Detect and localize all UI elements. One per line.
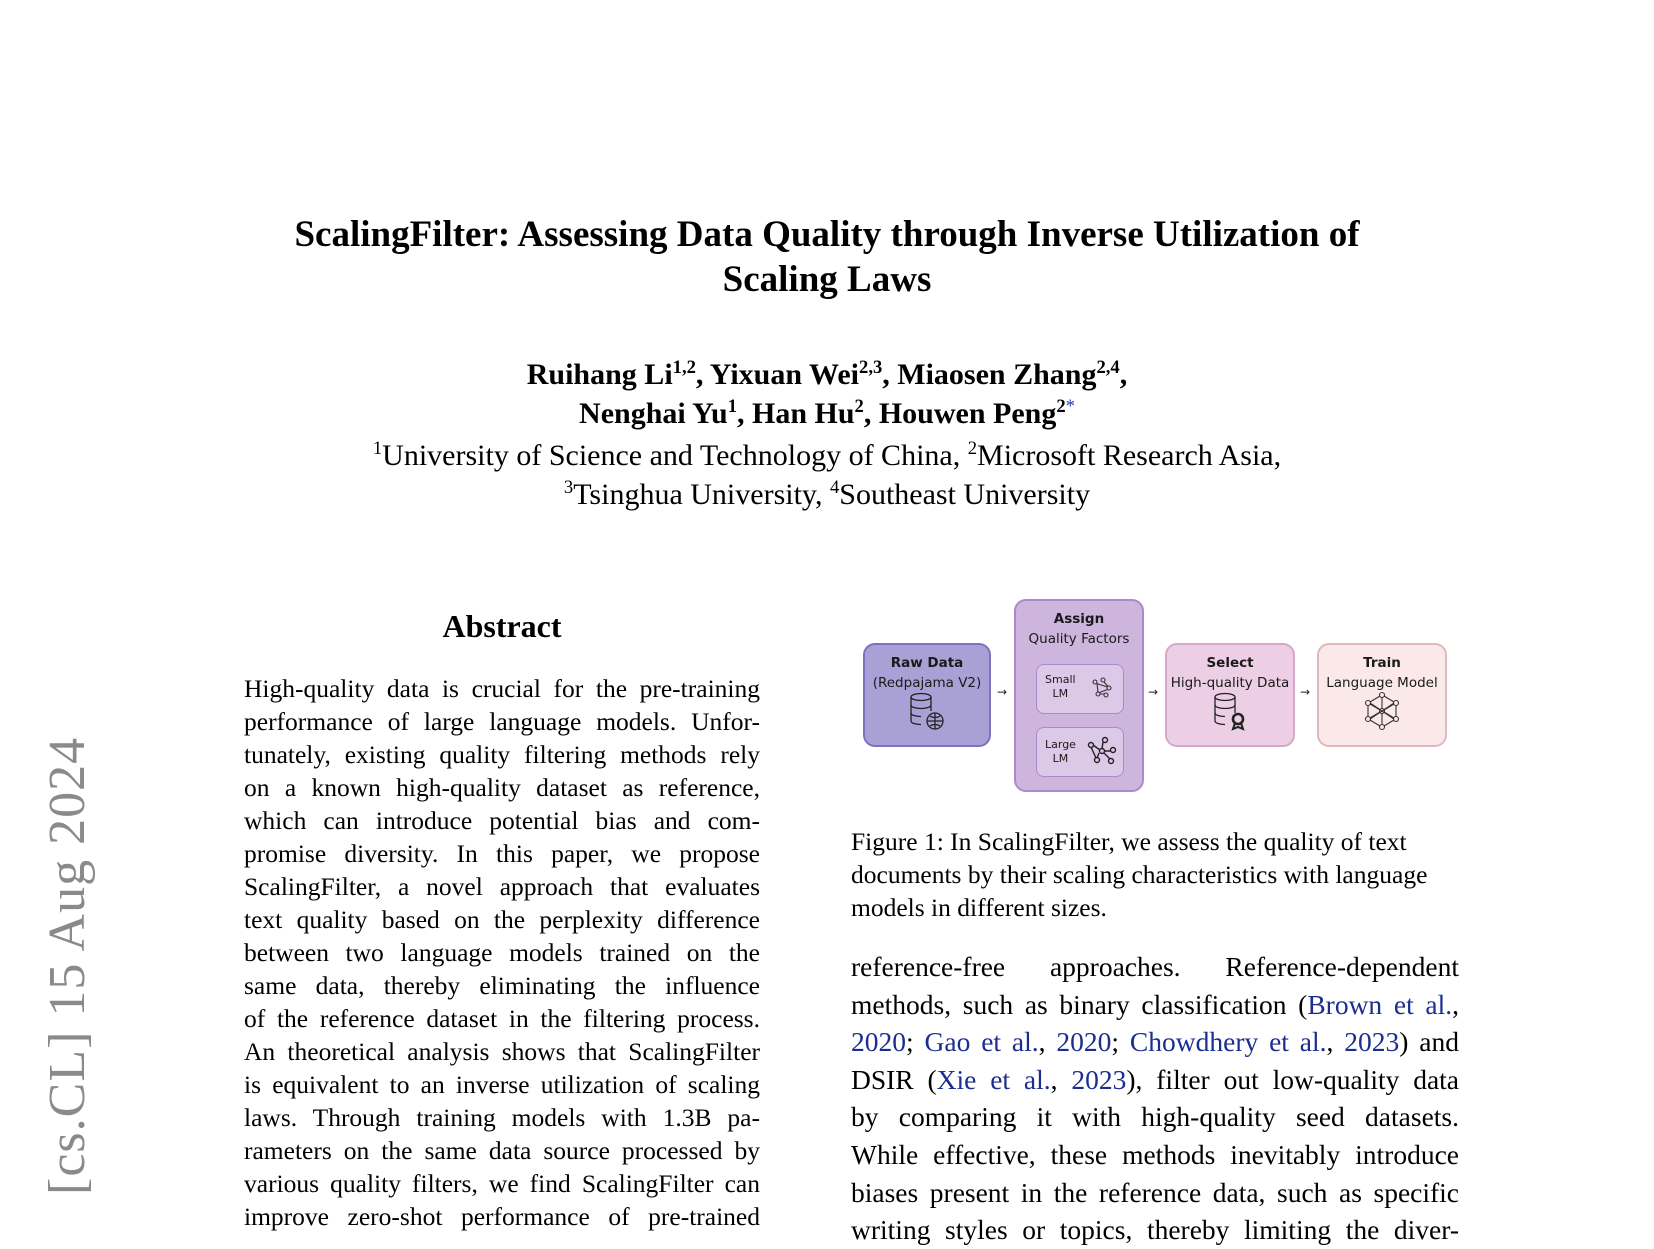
body-line	[851, 1061, 1459, 1099]
author: Yixuan Wei	[709, 358, 860, 391]
neural-network-icon	[1319, 691, 1445, 731]
abstract-body	[244, 672, 760, 1233]
abstract-line: various quality filters, we find ScalingFilter can	[244, 1169, 760, 1198]
abstract-line: An theoretical analysis shows that ScalingFilter	[244, 1037, 760, 1066]
paper-title	[180, 212, 1474, 302]
title-line-2: Scaling Laws	[722, 259, 932, 300]
lm-label: LM	[1052, 687, 1069, 700]
small-lm-box	[1036, 664, 1124, 714]
abstract-line: of the reference dataset in the filtering process.	[244, 1004, 760, 1033]
arxiv-stamp: [cs.CL] 15 Aug 2024	[39, 736, 96, 1195]
abstract-line: same data, thereby eliminating the influence	[244, 971, 760, 1000]
lm-label: Small	[1045, 673, 1076, 686]
raw-data-box	[863, 643, 991, 747]
body-line	[851, 986, 1459, 1024]
figure-1-diagram	[855, 597, 1455, 797]
lm-label: LM	[1052, 752, 1069, 765]
small-network-icon	[1091, 677, 1113, 699]
body-line: reference-free approaches. Reference-dependent	[851, 951, 1459, 982]
affil-sup: 1	[372, 438, 383, 459]
text: ,	[1326, 1026, 1345, 1058]
abstract-line: on a known high-quality dataset as reference,	[244, 773, 760, 802]
abstract-line: text quality based on the perplexity difference	[244, 905, 760, 934]
author-sup: 1	[727, 396, 737, 417]
box-subtitle: Language Model	[1326, 675, 1438, 691]
affil-sup: 2	[967, 438, 978, 459]
box-title: Assign	[1053, 611, 1105, 627]
affiliation: University of Science and Technology of China	[382, 439, 953, 472]
citation-link[interactable]: 2020	[1056, 1026, 1112, 1058]
author: Miaosen Zhang	[897, 358, 1097, 391]
author: Ruihang Li	[526, 358, 673, 391]
select-data-box	[1165, 643, 1295, 747]
box-subtitle: Quality Factors	[1028, 631, 1130, 647]
affiliation: Southeast University	[839, 478, 1091, 511]
affil-sup: 3	[563, 477, 574, 498]
abstract-line: improve zero-shot performance of pre-trained	[244, 1202, 760, 1231]
citation-link[interactable]: Brown et al.	[1307, 988, 1453, 1020]
abstract-line: promise diversity. In this paper, we propose	[244, 839, 760, 868]
affiliations: $^1$University of Science and Technology of China, $^2$Microsoft Research Asia, $^3$Tsinghua University, $^4$Southeast University	[372, 438, 1282, 511]
text: ,	[1452, 988, 1459, 1020]
text: ), filter out low-quality data	[1126, 1063, 1460, 1095]
train-lm-box	[1317, 643, 1447, 747]
text: DSIR (	[851, 1063, 937, 1095]
caption-line: models in different sizes.	[851, 893, 1107, 922]
author-sup: 2,4	[1096, 357, 1120, 378]
abstract-line: ScalingFilter, a novel approach that evaluates	[244, 872, 760, 901]
figure-caption	[851, 825, 1459, 924]
abstract-line: tunately, existing quality filtering methods rely	[244, 740, 760, 769]
box-subtitle: High-quality Data	[1170, 675, 1290, 691]
text: ,	[1038, 1026, 1057, 1058]
abstract-line: performance of large language models. Unfor-	[244, 707, 760, 736]
body-line: by comparing it with high-quality seed datasets.	[851, 1101, 1459, 1133]
abstract-line: High-quality data is crucial for the pre-training	[244, 674, 760, 703]
citation-link[interactable]: Xie et al.	[936, 1063, 1051, 1095]
arrow-icon: →	[1148, 685, 1159, 699]
author-sup: 2	[854, 396, 864, 417]
affiliation: Tsinghua University	[573, 478, 815, 511]
citation-link[interactable]: Chowdhery et al.	[1129, 1026, 1327, 1058]
corresponding-author-mark[interactable]: *	[1065, 396, 1075, 417]
citation-link[interactable]: 2023	[1071, 1063, 1127, 1095]
abstract-line: which can introduce potential bias and com-	[244, 806, 760, 835]
author-sup: 2	[1056, 396, 1066, 417]
box-title: Raw Data	[890, 655, 964, 671]
affil-sup: 4	[829, 477, 840, 498]
author: Houwen Peng	[878, 397, 1057, 430]
box-subtitle: (Redpajama V2)	[872, 675, 982, 691]
author: Nenghai Yu	[579, 397, 728, 430]
database-globe-icon	[865, 691, 989, 731]
abstract-line: laws. Through training models with 1.3B pa-	[244, 1103, 760, 1132]
text: ) and	[1399, 1026, 1460, 1058]
body-line: writing styles or topics, thereby limiting the diver-	[851, 1214, 1459, 1246]
arrow-icon: →	[1300, 685, 1311, 699]
abstract-line: between two language models trained on the	[244, 938, 760, 967]
caption-line: Figure 1: In ScalingFilter, we assess the quality of text	[851, 827, 1407, 856]
assign-quality-box	[1014, 599, 1144, 792]
text: ;	[906, 1026, 925, 1058]
abstract-heading: Abstract	[442, 608, 562, 644]
author-sup: 1,2	[672, 357, 696, 378]
abstract-line: is equivalent to an inverse utilization of scaling	[244, 1070, 760, 1099]
title-line-1: ScalingFilter: Assessing Data Quality through Inverse Utilization of	[294, 214, 1360, 255]
abstract-line: rameters on the same data source processed by	[244, 1136, 760, 1165]
text: ,	[1050, 1063, 1072, 1095]
body-line	[851, 1023, 1459, 1061]
caption-line: documents by their scaling characteristics with language	[851, 860, 1428, 889]
author-list: Ruihang Li$^{1,2}$, Yixuan Wei$^{2,3}$, Miaosen Zhang$^{2,4}$, Nenghai Yu$^1$, Han Hu$^2$, Houwen Peng$^{2*}$	[526, 357, 1128, 430]
large-lm-box	[1036, 727, 1124, 777]
text: ;	[1111, 1026, 1130, 1058]
arrow-icon: →	[997, 685, 1008, 699]
large-network-icon	[1087, 736, 1117, 766]
body-line: While effective, these methods inevitably introduce	[851, 1138, 1459, 1170]
body-line: biases present in the reference data, such as specific	[851, 1176, 1459, 1208]
box-title: Select	[1206, 655, 1254, 671]
author: Han Hu	[752, 397, 855, 430]
author-sup: 2,3	[859, 357, 883, 378]
lm-label: Large	[1045, 738, 1076, 751]
citation-link[interactable]: Gao et al.	[924, 1026, 1039, 1058]
citation-link[interactable]: 2020	[851, 1026, 906, 1058]
affiliation: Microsoft Research Asia	[977, 439, 1274, 472]
text: methods, such as binary classification (	[851, 988, 1308, 1020]
database-award-icon	[1167, 691, 1293, 731]
intro-paragraph	[851, 948, 1459, 1249]
box-title: Train	[1363, 655, 1401, 671]
citation-link[interactable]: 2023	[1344, 1026, 1400, 1058]
